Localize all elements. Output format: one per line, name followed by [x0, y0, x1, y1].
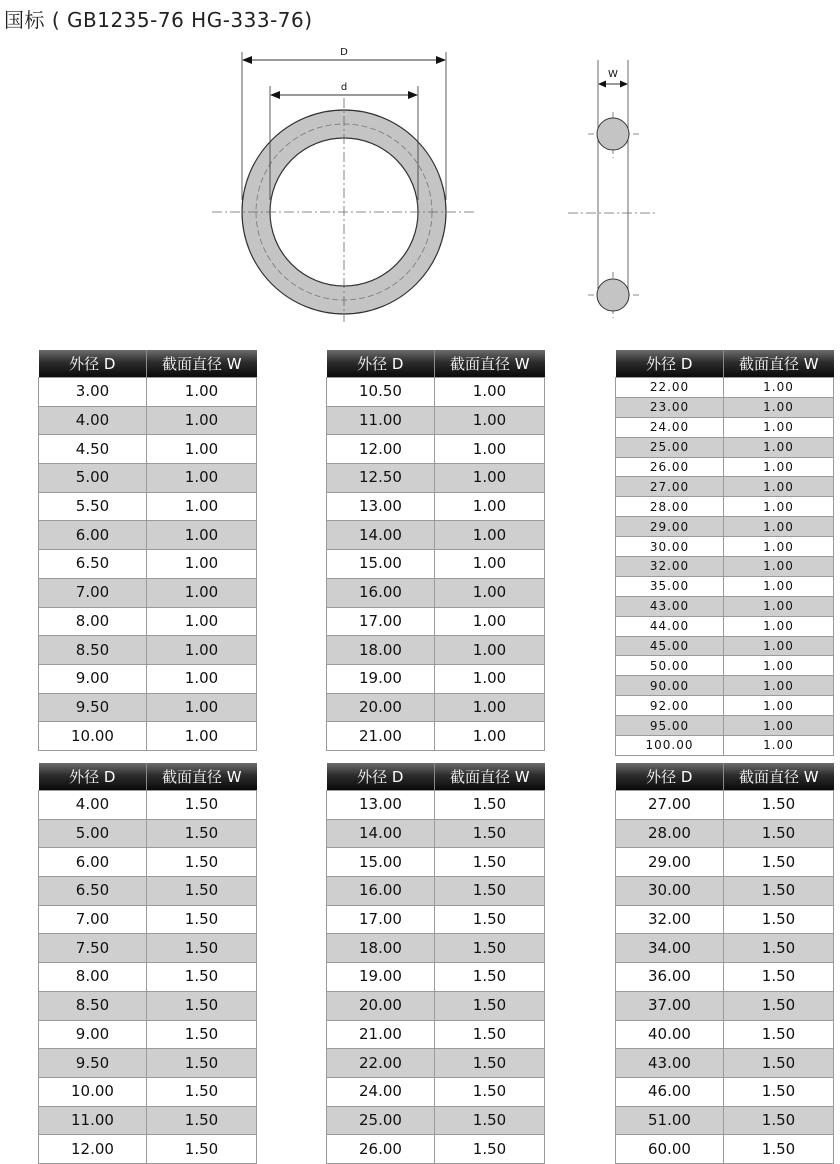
- table-row: [616, 905, 834, 934]
- table-row: [327, 905, 545, 934]
- section-diameter-cell: 1.50: [724, 848, 834, 877]
- section-diameter-cell: 1.00: [147, 664, 257, 693]
- outer-diameter-cell: 27.00: [616, 477, 724, 497]
- table-row: [39, 1135, 257, 1164]
- table-row: [39, 550, 257, 579]
- outer-diameter-cell: 28.00: [616, 819, 724, 848]
- table-row: [616, 696, 834, 716]
- table-row: [39, 636, 257, 665]
- header-outer-diameter: 外径 D: [327, 350, 435, 378]
- section-diameter-cell: 1.00: [724, 696, 834, 716]
- table-row: [616, 517, 834, 537]
- section-diameter-cell: 1.50: [147, 1106, 257, 1135]
- outer-diameter-cell: 25.00: [616, 437, 724, 457]
- table-row: [616, 676, 834, 696]
- section-diameter-cell: 1.50: [435, 848, 545, 877]
- size-table-3: [615, 350, 834, 756]
- section-diameter-cell: 1.00: [435, 435, 545, 464]
- section-diameter-cell: 1.50: [435, 1020, 545, 1049]
- section-diameter-cell: 1.50: [724, 963, 834, 992]
- section-diameter-cell: 1.50: [435, 1106, 545, 1135]
- section-diameter-cell: 1.50: [147, 934, 257, 963]
- table-row: [616, 636, 834, 656]
- section-diameter-cell: 1.50: [435, 791, 545, 820]
- outer-diameter-cell: 44.00: [616, 616, 724, 636]
- outer-diameter-cell: 10.00: [39, 1077, 147, 1106]
- section-diameter-cell: 1.00: [724, 417, 834, 437]
- section-diameter-cell: 1.00: [147, 693, 257, 722]
- outer-diameter-cell: 4.00: [39, 791, 147, 820]
- outer-diameter-cell: 18.00: [327, 934, 435, 963]
- table-row: [616, 557, 834, 577]
- table-row: [39, 492, 257, 521]
- table-row: [39, 848, 257, 877]
- table-row: [39, 521, 257, 550]
- section-diameter-cell: 1.00: [435, 693, 545, 722]
- section-diameter-cell: 1.50: [435, 819, 545, 848]
- outer-diameter-cell: 7.00: [39, 905, 147, 934]
- outer-diameter-cell: 51.00: [616, 1106, 724, 1135]
- section-diameter-cell: 1.00: [724, 636, 834, 656]
- table-row: [39, 1077, 257, 1106]
- table-row: [327, 664, 545, 693]
- section-diameter-cell: 1.50: [147, 905, 257, 934]
- section-diameter-cell: 1.00: [147, 521, 257, 550]
- size-table-4: [38, 763, 257, 1164]
- table-row: [39, 1106, 257, 1135]
- table-row: [616, 437, 834, 457]
- section-diameter-cell: 1.00: [435, 550, 545, 579]
- section-diameter-cell: 1.50: [147, 848, 257, 877]
- outer-diameter-cell: 6.00: [39, 848, 147, 877]
- table-row: [327, 578, 545, 607]
- section-diameter-cell: 1.00: [435, 464, 545, 493]
- header-section-diameter: 截面直径 W: [435, 763, 545, 791]
- table-row: [616, 1077, 834, 1106]
- table-row: [327, 722, 545, 751]
- table-row: [327, 693, 545, 722]
- table-row: [39, 791, 257, 820]
- outer-diameter-cell: 18.00: [327, 636, 435, 665]
- table-row: [327, 550, 545, 579]
- section-diameter-cell: 1.00: [435, 578, 545, 607]
- outer-diameter-cell: 10.50: [327, 378, 435, 407]
- section-diameter-cell: 1.50: [435, 963, 545, 992]
- section-diameter-cell: 1.00: [724, 576, 834, 596]
- outer-diameter-cell: 8.50: [39, 636, 147, 665]
- section-diameter-cell: 1.00: [435, 492, 545, 521]
- outer-diameter-cell: 8.00: [39, 963, 147, 992]
- outer-diameter-cell: 14.00: [327, 819, 435, 848]
- section-diameter-cell: 1.00: [147, 607, 257, 636]
- table-row: [616, 477, 834, 497]
- table-row: [616, 716, 834, 736]
- table-row: [327, 848, 545, 877]
- section-diameter-cell: 1.50: [435, 1135, 545, 1164]
- header-section-diameter: 截面直径 W: [147, 763, 257, 791]
- o-ring-diagram: [0, 0, 840, 340]
- outer-diameter-cell: 11.00: [327, 406, 435, 435]
- section-diameter-cell: 1.00: [435, 607, 545, 636]
- table-row: [39, 1049, 257, 1078]
- outer-diameter-cell: 20.00: [327, 991, 435, 1020]
- outer-diameter-cell: 15.00: [327, 550, 435, 579]
- table-row: [39, 819, 257, 848]
- outer-diameter-cell: 13.00: [327, 492, 435, 521]
- table-row: [616, 736, 834, 756]
- table-row: [39, 607, 257, 636]
- outer-diameter-cell: 25.00: [327, 1106, 435, 1135]
- table-row: [39, 991, 257, 1020]
- size-table-5: [326, 763, 545, 1164]
- table-row: [327, 1135, 545, 1164]
- section-diameter-cell: 1.00: [724, 736, 834, 756]
- table-row: [616, 497, 834, 517]
- table-row: [327, 378, 545, 407]
- outer-diameter-cell: 17.00: [327, 905, 435, 934]
- outer-diameter-cell: 40.00: [616, 1020, 724, 1049]
- section-diameter-cell: 1.00: [147, 550, 257, 579]
- section-diameter-cell: 1.00: [435, 722, 545, 751]
- table-row: [327, 492, 545, 521]
- outer-diameter-cell: 9.50: [39, 1049, 147, 1078]
- outer-diameter-cell: 19.00: [327, 963, 435, 992]
- outer-diameter-cell: 13.00: [327, 791, 435, 820]
- outer-diameter-cell: 95.00: [616, 716, 724, 736]
- outer-diameter-cell: 43.00: [616, 1049, 724, 1078]
- table-row: [327, 819, 545, 848]
- table-row: [39, 693, 257, 722]
- table-row: [39, 664, 257, 693]
- table-row: [616, 848, 834, 877]
- section-diameter-cell: 1.00: [724, 437, 834, 457]
- outer-diameter-cell: 30.00: [616, 537, 724, 557]
- section-diameter-cell: 1.00: [147, 378, 257, 407]
- outer-diameter-cell: 29.00: [616, 848, 724, 877]
- header-outer-diameter: 外径 D: [616, 763, 724, 791]
- outer-diameter-cell: 45.00: [616, 636, 724, 656]
- section-diameter-cell: 1.50: [724, 905, 834, 934]
- table-row: [39, 905, 257, 934]
- outer-diameter-cell: 60.00: [616, 1135, 724, 1164]
- outer-diameter-cell: 100.00: [616, 736, 724, 756]
- outer-diameter-cell: 23.00: [616, 397, 724, 417]
- table-row: [327, 963, 545, 992]
- outer-diameter-cell: 26.00: [327, 1135, 435, 1164]
- section-diameter-cell: 1.00: [724, 656, 834, 676]
- table-row: [39, 1020, 257, 1049]
- section-diameter-cell: 1.50: [724, 934, 834, 963]
- outer-diameter-cell: 5.50: [39, 492, 147, 521]
- outer-diameter-cell: 4.00: [39, 406, 147, 435]
- section-diameter-cell: 1.00: [724, 517, 834, 537]
- table-row: [39, 406, 257, 435]
- outer-diameter-cell: 7.50: [39, 934, 147, 963]
- section-diameter-cell: 1.50: [724, 791, 834, 820]
- outer-diameter-cell: 19.00: [327, 664, 435, 693]
- section-diameter-cell: 1.50: [724, 1106, 834, 1135]
- outer-diameter-cell: 7.00: [39, 578, 147, 607]
- table-row: [616, 596, 834, 616]
- section-diameter-cell: 1.00: [724, 378, 834, 398]
- outer-diameter-cell: 8.00: [39, 607, 147, 636]
- outer-diameter-cell: 6.00: [39, 521, 147, 550]
- table-row: [327, 791, 545, 820]
- outer-diameter-cell: 46.00: [616, 1077, 724, 1106]
- outer-diameter-cell: 10.00: [39, 722, 147, 751]
- table-row: [616, 963, 834, 992]
- cross-section-bottom: [597, 279, 629, 311]
- outer-diameter-cell: 27.00: [616, 791, 724, 820]
- section-diameter-cell: 1.50: [724, 1049, 834, 1078]
- outer-diameter-cell: 6.50: [39, 550, 147, 579]
- section-diameter-cell: 1.50: [435, 934, 545, 963]
- outer-diameter-cell: 8.50: [39, 991, 147, 1020]
- outer-diameter-cell: 35.00: [616, 576, 724, 596]
- section-diameter-cell: 1.00: [724, 497, 834, 517]
- outer-diameter-cell: 17.00: [327, 607, 435, 636]
- outer-diameter-cell: 15.00: [327, 848, 435, 877]
- table-row: [327, 521, 545, 550]
- outer-diameter-cell: 24.00: [616, 417, 724, 437]
- table-row: [327, 636, 545, 665]
- table-row: [39, 378, 257, 407]
- outer-diameter-cell: 9.00: [39, 664, 147, 693]
- outer-diameter-cell: 9.50: [39, 693, 147, 722]
- table-row: [327, 435, 545, 464]
- outer-diameter-cell: 14.00: [327, 521, 435, 550]
- section-diameter-cell: 1.00: [435, 406, 545, 435]
- table-row: [327, 877, 545, 906]
- outer-diameter-cell: 21.00: [327, 1020, 435, 1049]
- outer-diameter-cell: 50.00: [616, 656, 724, 676]
- table-row: [39, 963, 257, 992]
- table-row: [39, 578, 257, 607]
- outer-diameter-cell: 16.00: [327, 877, 435, 906]
- header-outer-diameter: 外径 D: [39, 350, 147, 378]
- outer-diameter-cell: 22.00: [327, 1049, 435, 1078]
- table-row: [39, 722, 257, 751]
- section-diameter-cell: 1.00: [724, 457, 834, 477]
- section-diameter-cell: 1.50: [435, 1077, 545, 1106]
- section-diameter-cell: 1.50: [147, 1077, 257, 1106]
- section-diameter-cell: 1.50: [147, 1049, 257, 1078]
- dimension-d-label: d: [340, 82, 348, 93]
- section-diameter-cell: 1.50: [724, 877, 834, 906]
- header-section-diameter: 截面直径 W: [724, 350, 834, 378]
- outer-diameter-cell: 20.00: [327, 693, 435, 722]
- outer-diameter-cell: 6.50: [39, 877, 147, 906]
- table-row: [616, 991, 834, 1020]
- table-row: [327, 1049, 545, 1078]
- table-row: [616, 934, 834, 963]
- size-table-1: [38, 350, 257, 751]
- table-row: [616, 378, 834, 398]
- dimension-W-label: W: [608, 69, 618, 80]
- table-row: [616, 616, 834, 636]
- outer-diameter-cell: 24.00: [327, 1077, 435, 1106]
- dimension-D-label: D: [340, 47, 348, 58]
- outer-diameter-cell: 37.00: [616, 991, 724, 1020]
- section-diameter-cell: 1.50: [724, 1020, 834, 1049]
- table-row: [616, 656, 834, 676]
- outer-diameter-cell: 92.00: [616, 696, 724, 716]
- outer-diameter-cell: 36.00: [616, 963, 724, 992]
- table-row: [327, 406, 545, 435]
- section-diameter-cell: 1.50: [724, 1077, 834, 1106]
- section-diameter-cell: 1.00: [147, 435, 257, 464]
- section-diameter-cell: 1.00: [724, 477, 834, 497]
- outer-diameter-cell: 32.00: [616, 905, 724, 934]
- table-row: [39, 435, 257, 464]
- section-diameter-cell: 1.50: [147, 1020, 257, 1049]
- outer-diameter-cell: 30.00: [616, 877, 724, 906]
- section-diameter-cell: 1.50: [147, 991, 257, 1020]
- table-row: [327, 991, 545, 1020]
- table-row: [616, 819, 834, 848]
- section-diameter-cell: 1.50: [147, 791, 257, 820]
- table-row: [616, 791, 834, 820]
- outer-diameter-cell: 4.50: [39, 435, 147, 464]
- outer-diameter-cell: 90.00: [616, 676, 724, 696]
- section-diameter-cell: 1.00: [435, 378, 545, 407]
- outer-diameter-cell: 29.00: [616, 517, 724, 537]
- header-section-diameter: 截面直径 W: [147, 350, 257, 378]
- outer-diameter-cell: 26.00: [616, 457, 724, 477]
- outer-diameter-cell: 12.00: [39, 1135, 147, 1164]
- table-row: [616, 537, 834, 557]
- table-row: [327, 934, 545, 963]
- outer-diameter-cell: 28.00: [616, 497, 724, 517]
- section-diameter-cell: 1.50: [435, 877, 545, 906]
- outer-diameter-cell: 34.00: [616, 934, 724, 963]
- size-table-6: [615, 763, 834, 1164]
- section-diameter-cell: 1.00: [724, 537, 834, 557]
- outer-diameter-cell: 22.00: [616, 378, 724, 398]
- outer-diameter-cell: 5.00: [39, 464, 147, 493]
- size-table-2: [326, 350, 545, 751]
- outer-diameter-cell: 16.00: [327, 578, 435, 607]
- table-row: [327, 607, 545, 636]
- section-diameter-cell: 1.00: [147, 722, 257, 751]
- header-outer-diameter: 外径 D: [616, 350, 724, 378]
- section-diameter-cell: 1.00: [147, 636, 257, 665]
- table-row: [327, 464, 545, 493]
- page-title: 国标 ( GB1235-76 HG-333-76): [4, 8, 313, 32]
- outer-diameter-cell: 12.50: [327, 464, 435, 493]
- table-row: [39, 464, 257, 493]
- table-row: [616, 1106, 834, 1135]
- table-row: [616, 457, 834, 477]
- table-row: [616, 1020, 834, 1049]
- outer-diameter-cell: 12.00: [327, 435, 435, 464]
- section-diameter-cell: 1.50: [724, 991, 834, 1020]
- section-diameter-cell: 1.50: [147, 877, 257, 906]
- outer-diameter-cell: 43.00: [616, 596, 724, 616]
- outer-diameter-cell: 5.00: [39, 819, 147, 848]
- section-diameter-cell: 1.50: [724, 1135, 834, 1164]
- section-diameter-cell: 1.00: [435, 664, 545, 693]
- section-diameter-cell: 1.50: [724, 819, 834, 848]
- section-diameter-cell: 1.00: [724, 716, 834, 736]
- section-diameter-cell: 1.50: [147, 963, 257, 992]
- table-row: [616, 1049, 834, 1078]
- outer-diameter-cell: 21.00: [327, 722, 435, 751]
- table-row: [616, 1135, 834, 1164]
- section-diameter-cell: 1.00: [724, 397, 834, 417]
- section-diameter-cell: 1.50: [435, 1049, 545, 1078]
- section-diameter-cell: 1.00: [147, 578, 257, 607]
- section-diameter-cell: 1.00: [435, 636, 545, 665]
- header-outer-diameter: 外径 D: [39, 763, 147, 791]
- section-diameter-cell: 1.00: [147, 464, 257, 493]
- section-diameter-cell: 1.00: [724, 557, 834, 577]
- section-diameter-cell: 1.00: [147, 406, 257, 435]
- section-diameter-cell: 1.00: [724, 616, 834, 636]
- table-row: [327, 1106, 545, 1135]
- outer-diameter-cell: 32.00: [616, 557, 724, 577]
- section-diameter-cell: 1.50: [147, 819, 257, 848]
- section-diameter-cell: 1.00: [724, 676, 834, 696]
- outer-diameter-cell: 11.00: [39, 1106, 147, 1135]
- table-row: [616, 877, 834, 906]
- table-row: [616, 417, 834, 437]
- section-diameter-cell: 1.00: [147, 492, 257, 521]
- table-row: [39, 877, 257, 906]
- header-section-diameter: 截面直径 W: [435, 350, 545, 378]
- table-row: [39, 934, 257, 963]
- table-row: [327, 1020, 545, 1049]
- cross-section-top: [597, 118, 629, 150]
- table-row: [616, 397, 834, 417]
- section-diameter-cell: 1.00: [435, 521, 545, 550]
- section-diameter-cell: 1.50: [435, 991, 545, 1020]
- outer-diameter-cell: 9.00: [39, 1020, 147, 1049]
- section-diameter-cell: 1.50: [435, 905, 545, 934]
- section-diameter-cell: 1.50: [147, 1135, 257, 1164]
- header-outer-diameter: 外径 D: [327, 763, 435, 791]
- section-diameter-cell: 1.00: [724, 596, 834, 616]
- outer-diameter-cell: 3.00: [39, 378, 147, 407]
- header-section-diameter: 截面直径 W: [724, 763, 834, 791]
- table-row: [616, 576, 834, 596]
- table-row: [327, 1077, 545, 1106]
